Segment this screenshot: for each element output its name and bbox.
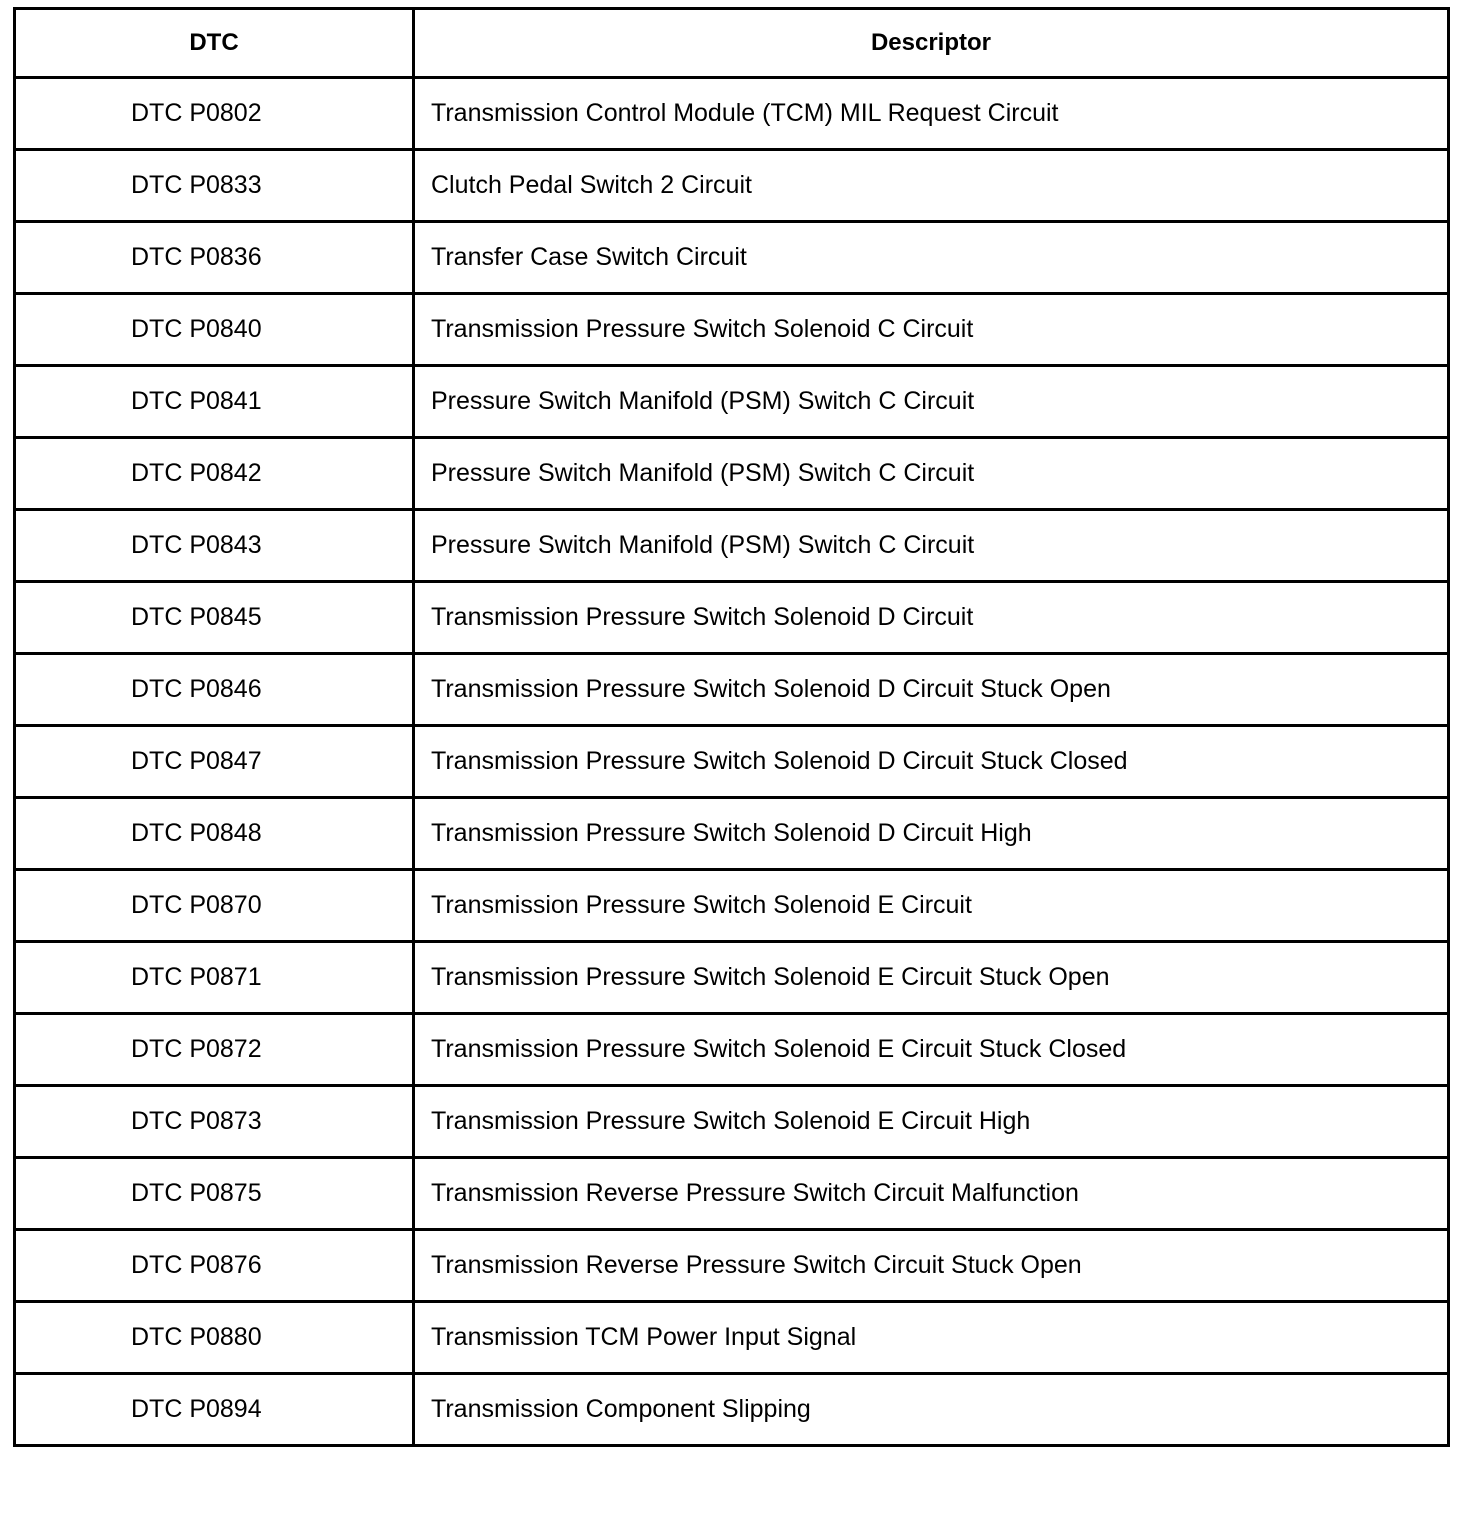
column-header-dtc: DTC [15,9,414,78]
table-row [15,294,1449,366]
descriptor-cell: Transmission Reverse Pressure Switch Circuit Stuck Open [414,1230,1449,1302]
dtc-code-cell: DTC P0845 [15,582,414,654]
table-row [15,1014,1449,1086]
descriptor-cell: Transmission Pressure Switch Solenoid D Circuit Stuck Closed [414,726,1449,798]
descriptor-cell: Transmission Pressure Switch Solenoid E Circuit High [414,1086,1449,1158]
table-row [15,654,1449,726]
descriptor-cell: Pressure Switch Manifold (PSM) Switch C Circuit [414,438,1449,510]
descriptor-cell: Transmission Pressure Switch Solenoid D Circuit Stuck Open [414,654,1449,726]
dtc-code-cell: DTC P0872 [15,1014,414,1086]
table-row [15,798,1449,870]
descriptor-cell: Transmission Pressure Switch Solenoid E Circuit [414,870,1449,942]
dtc-code-cell: DTC P0843 [15,510,414,582]
table-row [15,942,1449,1014]
descriptor-cell: Pressure Switch Manifold (PSM) Switch C Circuit [414,510,1449,582]
dtc-code-cell: DTC P0847 [15,726,414,798]
dtc-code-cell: DTC P0840 [15,294,414,366]
dtc-code-cell: DTC P0875 [15,1158,414,1230]
table-row [15,870,1449,942]
dtc-code-cell: DTC P0833 [15,150,414,222]
dtc-code-cell: DTC P0836 [15,222,414,294]
descriptor-cell: Transmission Pressure Switch Solenoid E Circuit Stuck Open [414,942,1449,1014]
dtc-code-cell: DTC P0876 [15,1230,414,1302]
table-body [15,78,1449,1446]
dtc-code-cell: DTC P0870 [15,870,414,942]
table-header [15,9,1449,78]
dtc-table [13,7,1450,1447]
table-row [15,222,1449,294]
table-row [15,150,1449,222]
table-row [15,510,1449,582]
table-row [15,1230,1449,1302]
column-header-descriptor: Descriptor [414,9,1449,78]
dtc-code-cell: DTC P0802 [15,78,414,150]
descriptor-cell: Transmission Reverse Pressure Switch Circuit Malfunction [414,1158,1449,1230]
descriptor-cell: Pressure Switch Manifold (PSM) Switch C Circuit [414,366,1449,438]
descriptor-cell: Transmission Control Module (TCM) MIL Request Circuit [414,78,1449,150]
descriptor-cell: Transfer Case Switch Circuit [414,222,1449,294]
table-row [15,1374,1449,1446]
descriptor-cell: Clutch Pedal Switch 2 Circuit [414,150,1449,222]
dtc-code-cell: DTC P0842 [15,438,414,510]
table-row [15,582,1449,654]
table-row [15,1302,1449,1374]
descriptor-cell: Transmission Component Slipping [414,1374,1449,1446]
table-row [15,366,1449,438]
table-row [15,1158,1449,1230]
dtc-code-cell: DTC P0880 [15,1302,414,1374]
descriptor-cell: Transmission TCM Power Input Signal [414,1302,1449,1374]
dtc-code-cell: DTC P0871 [15,942,414,1014]
descriptor-cell: Transmission Pressure Switch Solenoid C Circuit [414,294,1449,366]
dtc-code-cell: DTC P0848 [15,798,414,870]
dtc-code-cell: DTC P0894 [15,1374,414,1446]
dtc-code-cell: DTC P0846 [15,654,414,726]
dtc-code-cell: DTC P0873 [15,1086,414,1158]
table-row [15,438,1449,510]
dtc-code-cell: DTC P0841 [15,366,414,438]
descriptor-cell: Transmission Pressure Switch Solenoid D Circuit High [414,798,1449,870]
table-row [15,1086,1449,1158]
table-row [15,78,1449,150]
descriptor-cell: Transmission Pressure Switch Solenoid E Circuit Stuck Closed [414,1014,1449,1086]
header-row [15,9,1449,78]
table-row [15,726,1449,798]
descriptor-cell: Transmission Pressure Switch Solenoid D Circuit [414,582,1449,654]
